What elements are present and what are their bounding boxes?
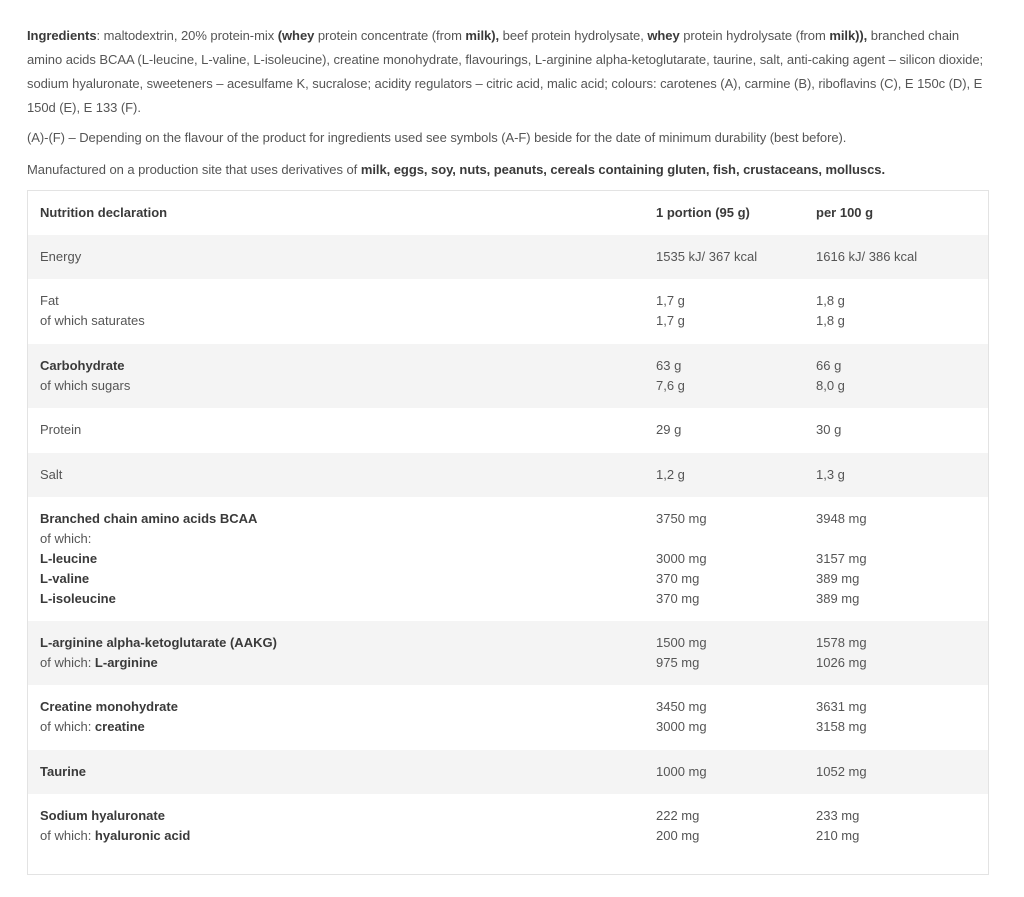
portion-value: 222 mg <box>656 808 700 823</box>
per-100g-value: 3631 mg <box>816 699 867 714</box>
of-which-label: of which: <box>40 655 95 670</box>
portion-sub-value: 370 mg <box>656 571 700 586</box>
allergen-list: milk, eggs, soy, nuts, peanuts, cereals containing gluten, fish, crustaceans, molluscs. <box>360 162 886 177</box>
portion-value: 29 g <box>656 422 682 437</box>
spacer <box>816 529 976 549</box>
portion-value: 63 g <box>656 358 682 373</box>
per-100g-value: 1052 mg <box>816 764 867 779</box>
portion-cell <box>656 291 816 344</box>
per-100g-cell <box>816 633 976 685</box>
ingredients-text: : maltodextrin, 20% protein-mix <box>96 28 278 43</box>
nutrient-sub-name: L-arginine <box>94 655 158 670</box>
portion-value: 1535 kJ/ 367 kcal <box>656 249 758 264</box>
per-100g-value: 1,3 g <box>816 467 845 482</box>
portion-value: 1000 mg <box>656 764 707 779</box>
portion-sub-value: 3000 mg <box>656 719 707 734</box>
per-100g-value: 1616 kJ/ 386 kcal <box>816 249 918 264</box>
nutrient-name: Carbohydrate <box>40 358 125 373</box>
header-nutrition-declaration: Nutrition declaration <box>40 205 168 220</box>
portion-cell <box>656 509 816 621</box>
nutrient-cell <box>28 291 656 344</box>
nutrient-name: Creatine monohydrate <box>40 699 178 714</box>
table-row-sodium-hyaluronate <box>28 794 988 874</box>
nutrient-cell <box>28 633 656 685</box>
nutrient-sub-line <box>40 653 656 673</box>
table-row-protein <box>28 408 988 453</box>
per-100g-cell <box>816 806 976 874</box>
allergen-milk: milk), <box>465 28 500 43</box>
table-row-salt <box>28 453 988 497</box>
table-row-aakg <box>28 621 988 685</box>
table-row-taurine <box>28 750 988 794</box>
portion-value: 3750 mg <box>656 511 707 526</box>
nutrient-cell <box>28 697 656 750</box>
header-portion: 1 portion (95 g) <box>656 205 750 220</box>
nutrient-sub-name: L-leucine <box>40 551 98 566</box>
allergen-milk: milk)), <box>829 28 868 43</box>
table-row-bcaa <box>28 497 988 621</box>
of-which-label: of which: <box>40 828 95 843</box>
per-100g-sub-value: 1,8 g <box>816 313 845 328</box>
nutrient-name: Protein <box>40 422 82 437</box>
nutrient-cell <box>28 806 656 874</box>
portion-sub-value: 3000 mg <box>656 551 707 566</box>
nutrient-name: Energy <box>40 249 82 264</box>
portion-cell <box>656 806 816 874</box>
table-row-carbohydrate <box>28 344 988 408</box>
header-per-100g: per 100 g <box>816 205 874 220</box>
per-100g-cell <box>816 356 976 408</box>
nutrient-sub-name: of which sugars <box>40 378 131 393</box>
portion-sub-value: 7,6 g <box>656 378 685 393</box>
per-100g-value: 233 mg <box>816 808 860 823</box>
nutrient-name: Salt <box>40 467 63 482</box>
nutrition-table <box>27 190 989 875</box>
allergen-whey: whey <box>647 28 680 43</box>
ingredients-text: protein hydrolysate (from <box>679 28 830 43</box>
nutrient-sub-name: hyaluronic acid <box>94 828 191 843</box>
per-100g-sub-value: 210 mg <box>816 828 860 843</box>
nutrient-name: Taurine <box>40 764 86 779</box>
ingredients-text: branched chain amino acids BCAA (L-leucine, L-valine, L-isoleucine), creatine monohydrate, flavourings, L-arginine alpha-ketoglutarate, taurine, salt, anti-caking agent – silicon dioxide; sodium hyaluronate, sweeteners – acesulfame K, sucralose; acidity regulators – citric acid, malic acid; colours: carotenes (A), carmine (B), riboflavins (C), E 150c (D), E 150d (E), E 133 (F). <box>27 28 984 115</box>
per-100g-sub-value: 389 mg <box>816 591 860 606</box>
portion-cell <box>656 697 816 750</box>
per-100g-value: 66 g <box>816 358 842 373</box>
ingredients-text: beef protein hydrolysate, <box>499 28 648 43</box>
nutrient-sub-name: creatine <box>94 719 145 734</box>
per-100g-value: 1,8 g <box>816 293 845 308</box>
table-row-energy <box>28 235 988 279</box>
nutrient-sub-line <box>40 717 656 737</box>
of-which-label: of which: <box>40 719 95 734</box>
per-100g-value: 3948 mg <box>816 511 867 526</box>
portion-sub-value: 1,7 g <box>656 313 685 328</box>
per-100g-value: 30 g <box>816 422 842 437</box>
portion-cell <box>656 633 816 685</box>
per-100g-sub-value: 8,0 g <box>816 378 845 393</box>
portion-value: 3450 mg <box>656 699 707 714</box>
per-100g-cell <box>816 509 976 621</box>
table-row-fat <box>28 279 988 344</box>
nutrient-sub-name: L-valine <box>40 571 90 586</box>
nutrient-sub-name: of which saturates <box>40 313 145 328</box>
table-header-row <box>28 191 988 235</box>
portion-sub-value: 200 mg <box>656 828 700 843</box>
ingredients-label: Ingredients <box>27 28 97 43</box>
per-100g-sub-value: 389 mg <box>816 571 860 586</box>
allergen-whey: (whey <box>277 28 315 43</box>
nutrient-cell <box>28 356 656 408</box>
flavour-note: (A)-(F) – Depending on the flavour of the product for ingredients used see symbols (A-F) beside for the date of minimum durability (best before). <box>27 130 847 145</box>
nutrient-name: L-arginine alpha-ketoglutarate (AAKG) <box>40 635 277 650</box>
per-100g-cell <box>816 697 976 750</box>
nutrient-sub-line <box>40 826 656 846</box>
portion-sub-value: 370 mg <box>656 591 700 606</box>
table-row-creatine <box>28 685 988 750</box>
nutrient-of-which: of which: <box>40 531 92 546</box>
per-100g-sub-value: 3158 mg <box>816 719 867 734</box>
portion-value: 1,7 g <box>656 293 685 308</box>
manufacturing-note <box>27 158 997 182</box>
nutrient-sub-name: L-isoleucine <box>40 591 116 606</box>
per-100g-value: 1578 mg <box>816 635 867 650</box>
portion-cell <box>656 356 816 408</box>
nutrient-name: Fat <box>40 293 59 308</box>
ingredients-paragraph <box>27 24 997 120</box>
nutrient-cell <box>28 509 656 621</box>
nutrient-name: Sodium hyaluronate <box>40 808 165 823</box>
per-100g-sub-value: 3157 mg <box>816 551 867 566</box>
per-100g-cell <box>816 291 976 344</box>
ingredients-text: protein concentrate (from <box>314 28 466 43</box>
portion-sub-value: 975 mg <box>656 655 700 670</box>
portion-value: 1,2 g <box>656 467 685 482</box>
portion-value: 1500 mg <box>656 635 707 650</box>
spacer <box>656 529 816 549</box>
per-100g-sub-value: 1026 mg <box>816 655 867 670</box>
manufacturing-text: Manufactured on a production site that uses derivatives of <box>27 162 361 177</box>
nutrient-name: Branched chain amino acids BCAA <box>40 511 258 526</box>
